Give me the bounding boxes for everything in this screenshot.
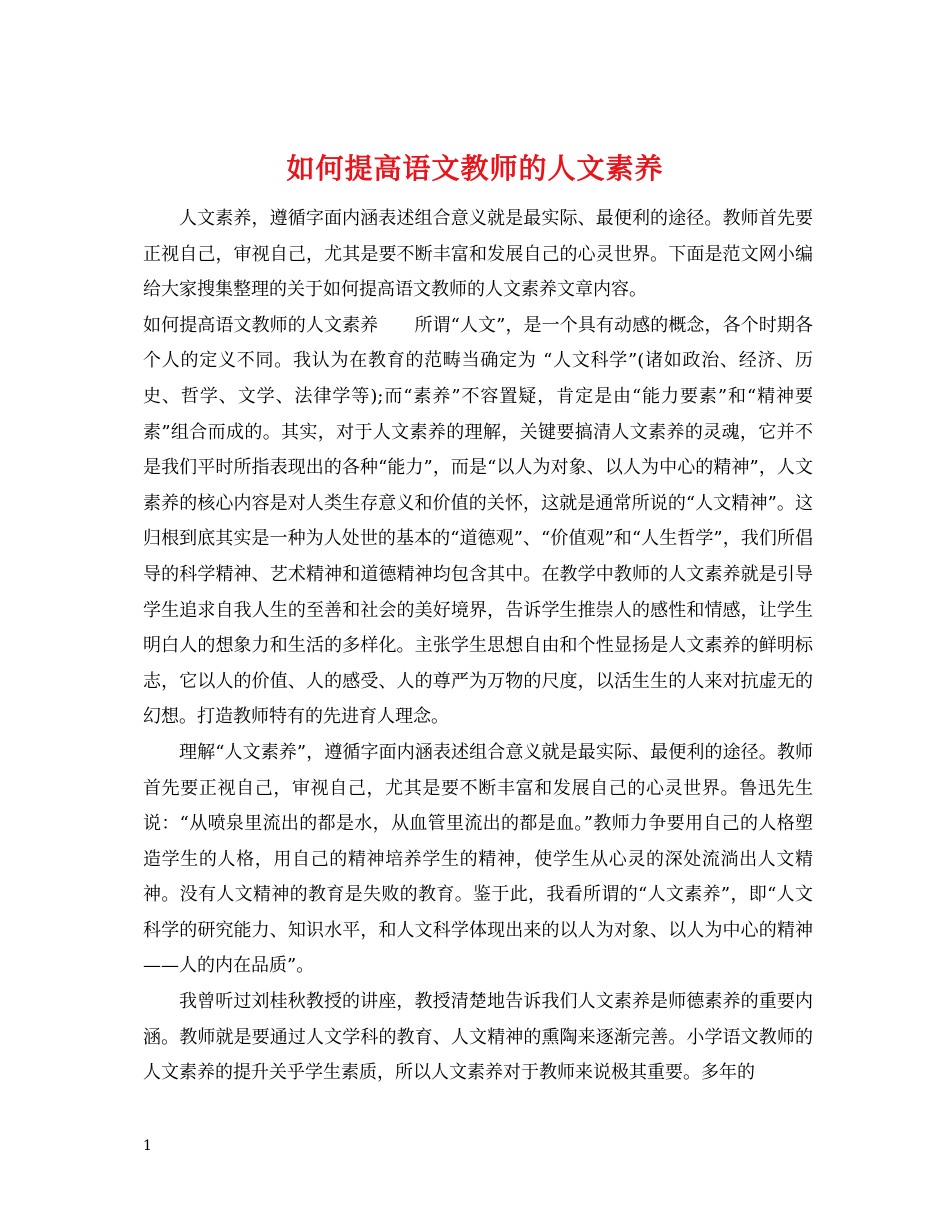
paragraph-understanding: 理解“人文素养”，遵循字面内涵表述组合意义就是最实际、最便利的途径。教师首先要正视自己，审视自己，尤其是要不断丰富和发展自己的心灵世界。鲁迅先生说：“从喷泉里流出的都是水，从血管里流出的都是血。”教师力争要用自己的人格塑造学生的人格，用自己的精神培养学生的精神，使学生从心灵的深处流淌出人文精神。没有人文精神的教育是失败的教育。鉴于此，我看所谓的“人文素养”，即“人文科学的研究能力、知识水平，和人文科学体现出来的以人为对象、以人为中心的精神——人的内在品质”。	[143, 741, 813, 977]
paragraph-lecture: 我曾听过刘桂秋教授的讲座，教授清楚地告诉我们人文素养是师德素养的重要内涵。教师就是要通过人文学科的教育、人文精神的熏陶来逐渐完善。小学语文教师的人文素养的提升关乎学生素质，所以人文素养对于教师来说极其重要。多年的	[143, 991, 813, 1084]
paragraph-intro: 人文素养，遵循字面内涵表述组合意义就是最实际、最便利的途径。教师首先要正视自己，审视自己，尤其是要不断丰富和发展自己的心灵世界。下面是范文网小编给大家搜集整理的关于如何提高语文教师的人文素养文章内容。	[143, 208, 813, 301]
document-title: 如何提高语文教师的人文素养	[286, 151, 664, 185]
page-number: 1	[143, 1138, 152, 1154]
paragraph-definition: 如何提高语文教师的人文素养 所谓“人文”，是一个具有动感的概念，各个时期各个人的定义不同。我认为在教育的范畴当确定为 “人文科学”(诸如政治、经济、历史、哲学、文学、法律学等);而“素养”不容置疑，肯定是由“能力要素”和“精神要素”组合而成的。其实，对于人文素养的理解，关键要搞清人文素养的灵魂，它并不是我们平时所指表现出的各种“能力”，而是“以人为对象、以人为中心的精神”，人文素养的核心内容是对人类生存意义和价值的关怀，这就是通常所说的“人文精神”。这归根到底其实是一种为人处世的基本的“道德观”、“价值观”和“人生哲学”，我们所倡导的科学精神、艺术精神和道德精神均包含其中。在教学中教师的人文素养就是引导学生追求自我人生的至善和社会的美好境界，告诉学生推崇人的感性和情感，让学生明白人的想象力和生活的多样化。主张学生思想自由和个性显扬是人文素养的鲜明标志，它以人的价值、人的感受、人的尊严为万物的尺度，以活生生的人来对抗虚无的幻想。打造教师特有的先进育人理念。	[143, 314, 813, 728]
document-body	[143, 201, 813, 1091]
